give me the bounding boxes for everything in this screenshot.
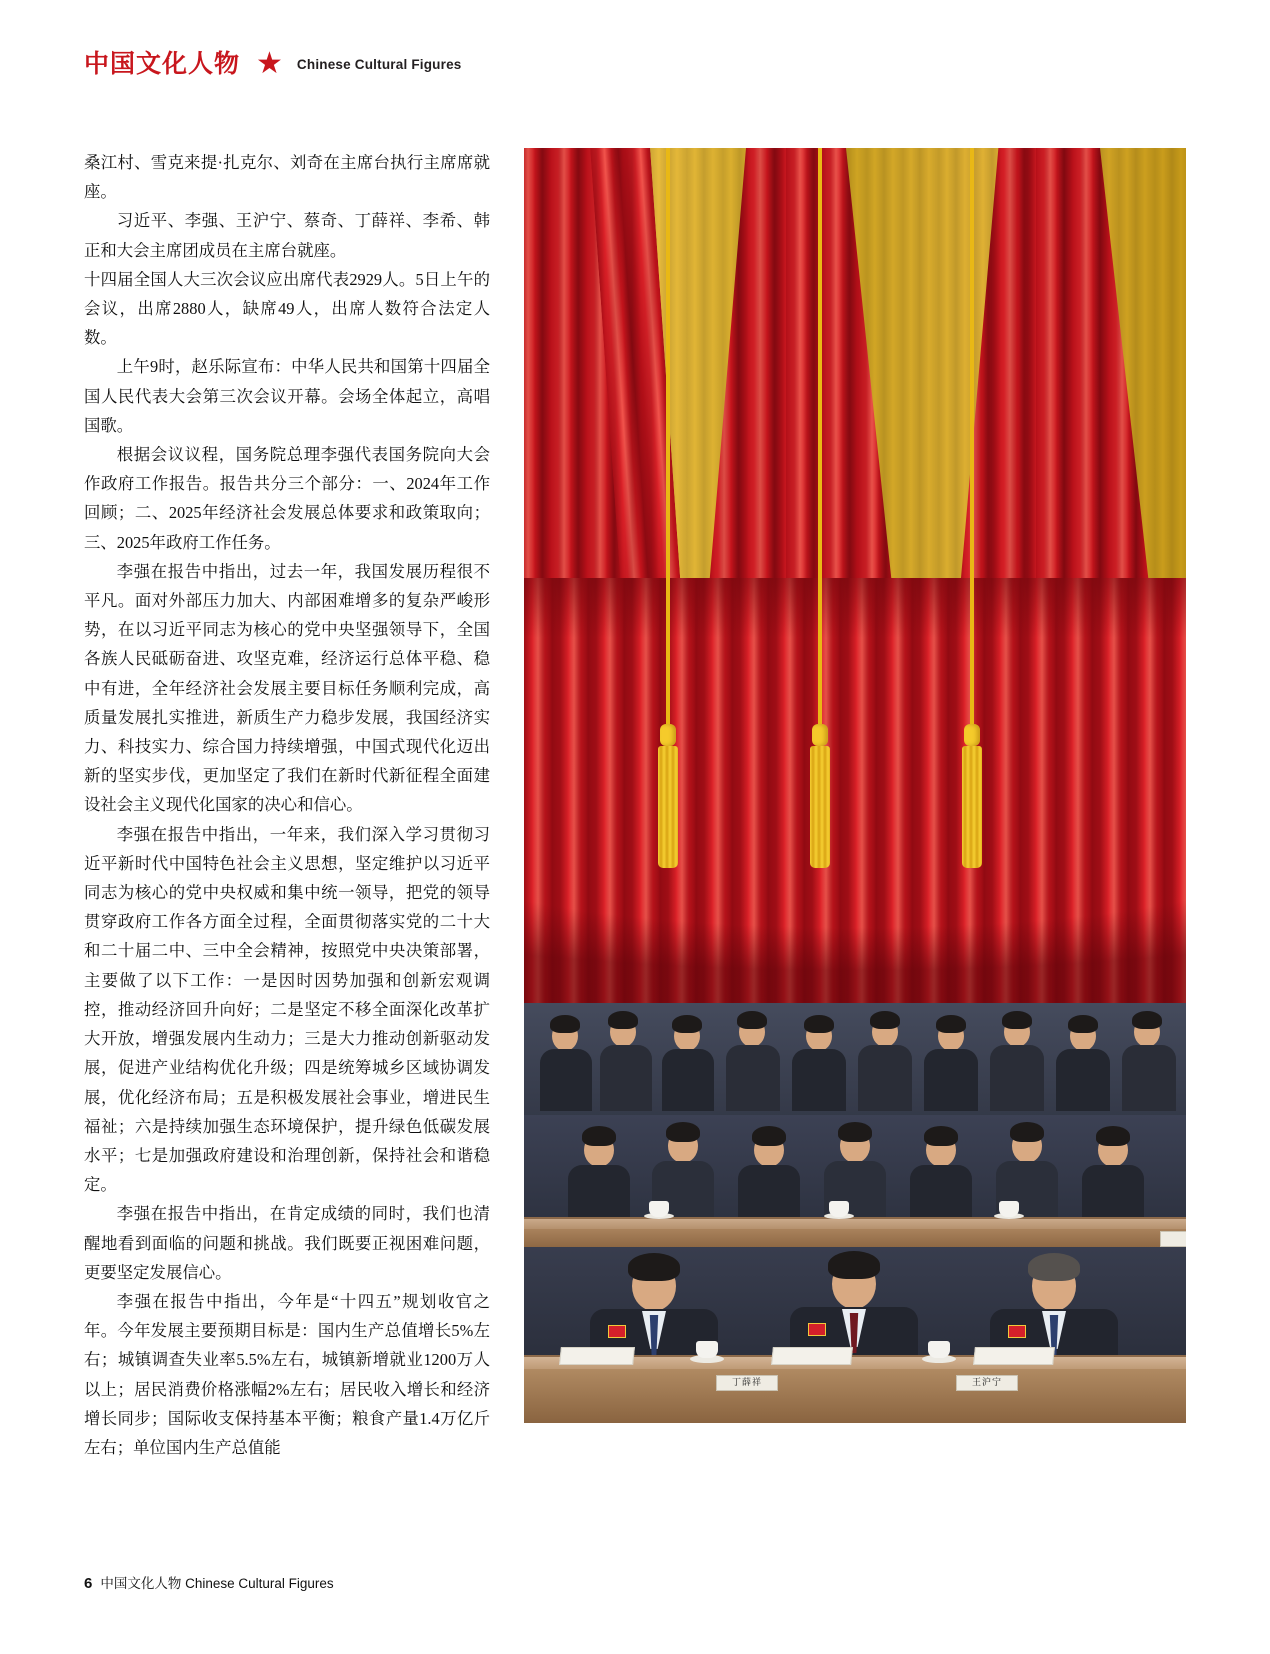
paragraph: 李强在报告中指出，过去一年，我国发展历程很不平凡。面对外部压力加大、内部困难增多的复杂严峻形势，在以习近平同志为核心的党中央坚强领导下，全国各族人民砥砺奋进、攻坚克难，经济运行总体平稳、稳中有进，全年经济社会发展主要目标任务顺利完成，高质量发展扎实推进，新质生产力稳步发展，我国经济实力、科技实力、综合国力持续增强，中国式现代化迈出新的坚实步伐，更加坚定了我们在新时代新征程全面建设社会主义现代化国家的决心和信心。 xyxy=(84,561,490,815)
paragraph: 李强在报告中指出，一年来，我们深入学习贯彻习近平新时代中国特色社会主义思想，坚定维护以习近平同志为核心的党中央权威和集中统一领导，把党的领导贯穿政府工作各方面全过程，全面贯彻落实党的二十大和二十届二中、三中全会精神，按照党中央决策部署，主要做了以下工作：一是因时因势加强和创新宏观调控，推动经济回升向好；二是坚定不移全面深化改革扩大开放，增强发展内生动力；三是大力推动创新驱动发展，促进产业结构优化升级；四是统筹城乡区域协调发展，优化经济布局；五是积极发展社会事业，增进民生福祉；六是持续加强生态环境保护，提升绿色低碳发展水平；七是加强政府建设和治理创新，保持社会和谐稳定。 xyxy=(84,824,490,1195)
curtain-swag xyxy=(524,848,1186,1003)
nameplate-partial xyxy=(1160,1231,1186,1247)
back-row-people xyxy=(534,1015,1176,1111)
article-body xyxy=(84,148,490,1462)
curtain-tassel xyxy=(660,148,676,868)
curtain-tassel xyxy=(964,148,980,868)
red-curtain-backdrop xyxy=(524,148,1186,1003)
front-desk-front xyxy=(524,1369,1186,1423)
masthead xyxy=(84,44,462,84)
paragraph: 根据会议议程，国务院总理李强代表国务院向大会作政府工作报告。报告共分三个部分：一、2024年工作回顾；二、2025年经济社会发展总体要求和政策取向；三、2025年政府工作任务。 xyxy=(84,445,490,552)
star-icon: ★ xyxy=(256,47,283,80)
curtain-tassel xyxy=(812,148,828,868)
paragraph: 桑江村、雪克来提·扎克尔、刘奇在主席台执行主席席就座。 xyxy=(84,153,490,202)
paragraph: 李强在报告中指出，今年是“十四五”规划收官之年。今年发展主要预期目标是：国内生产总值增长5%左右；城镇调查失业率5.5%左右，城镇新增就业1200万人以上；居民消费价格涨幅2%左右；居民收入增长和经济增长同步；国际收支保持基本平衡；粮食产量1.4万亿斤左右；单位国内生产总值能 xyxy=(84,1291,490,1457)
paragraph: 李强在报告中指出，在肯定成绩的同时，我们也清醒地看到面临的问题和挑战。我们既要正视困难问题，更要坚定发展信心。 xyxy=(84,1204,490,1282)
paragraph: 十四届全国人大三次会议应出席代表2929人。5日上午的会议，出席2880人，缺席49人，出席人数符合法定人数。 xyxy=(84,269,490,348)
nameplate: 王沪宁 xyxy=(956,1375,1018,1391)
page-footer xyxy=(84,1572,334,1592)
masthead-logo-en: Chinese Cultural Figures xyxy=(296,56,462,72)
front-row-people xyxy=(584,1253,1144,1371)
conference-photo xyxy=(524,148,1186,1423)
presidium-desk-front xyxy=(524,1229,1186,1247)
presidium-audience xyxy=(524,1003,1186,1423)
page-number: 6 xyxy=(84,1575,93,1592)
paragraph: 上午9时，赵乐际宣布：中华人民共和国第十四届全国人民代表大会第三次会议开幕。会场全体起立，高唱国歌。 xyxy=(84,357,490,435)
paragraph: 习近平、李强、王沪宁、蔡奇、丁薛祥、李希、韩正和大会主席团成员在主席台就座。 xyxy=(84,211,490,260)
footer-title: 中国文化人物 Chinese Cultural Figures xyxy=(100,1576,334,1591)
nameplate: 丁薛祥 xyxy=(716,1375,778,1391)
masthead-logo-cn: 中国文化人物 xyxy=(84,50,241,78)
